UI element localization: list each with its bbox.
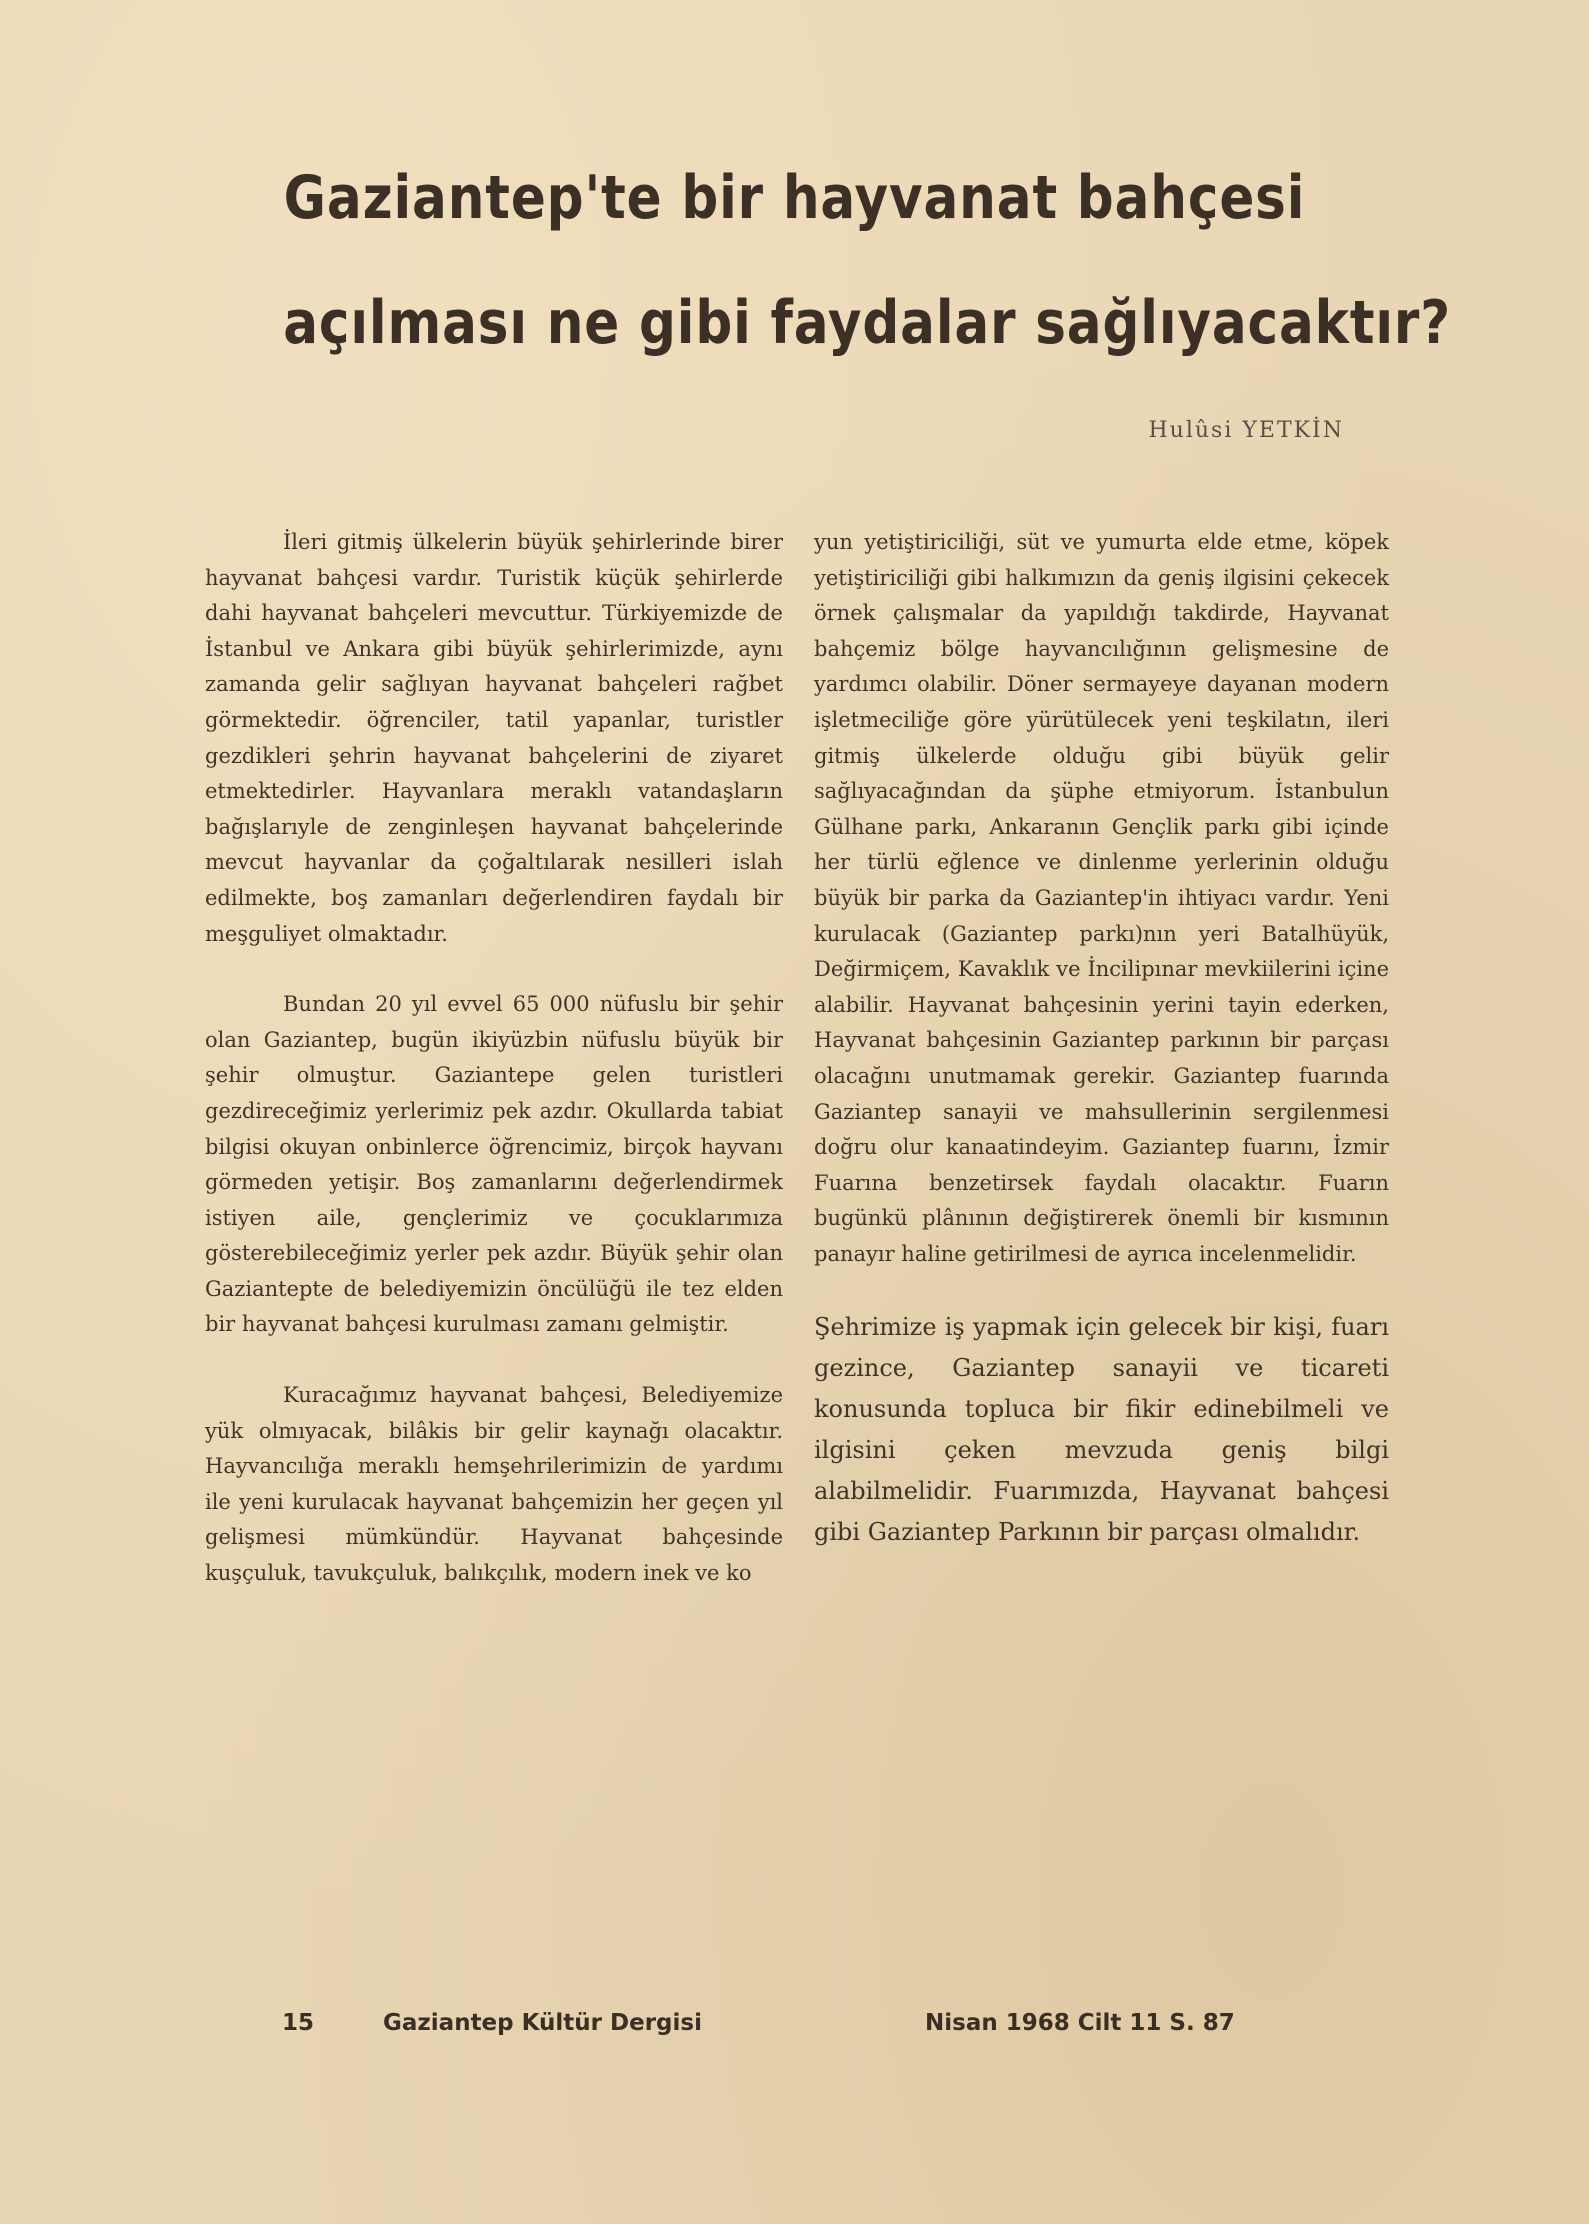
article-title-line-2: açılması ne gibi faydalar sağlıyacaktır?	[283, 288, 1452, 358]
paragraph-2: Bundan 20 yıl evvel 65 000 nüfuslu bir şehir olan Gaziantep, bugün ikiyüzbin nüfuslu büyük bir şehir olmuştur. Gaziantepe gelen turistleri gezdireceğimiz yerlerimiz pek azdır. Okullarda tabiat bilgisi okuyan onbinlerce öğrencimiz, birçok hayvanı görmeden yetişir. Boş zamanlarını değerlendirmek istiyen aile, gençlerimiz ve çocuklarımıza gösterebileceğimiz yerler pek azdır. Büyük şehir olan Gaziantepte de belediyemizin öncülüğü ile tez elden bir hayvanat bahçesi kurulması zamanı gelmiştir.	[205, 992, 783, 1337]
article-author: Hulûsi YETKİN	[1148, 418, 1344, 443]
paragraph-4: yun yetiştiriciliği, süt ve yumurta elde etme, köpek yetiştiriciliği gibi halkımızın da geniş ilgisini çekecek örnek çalışmalar da yapıldığı takdirde, Hayvanat bahçemiz bölge hayvancılığının gelişmesine de yardımcı olabilir. Döner sermayeye dayanan modern işletmeciliğe göre yürütülecek yeni teşkilatın, ileri gitmiş ülkelerde olduğu gibi büyük gelir sağlıyacağından da şüphe etmiyorum. İstanbulun Gülhane parkı, Ankaranın Gençlik parkı gibi içinde her türlü eğlence ve dinlenme yerlerinin olduğu büyük bir parka da Gaziantep'in ihtiyacı vardır. Yeni kurulacak (Gaziantep parkı)nın yeri Batalhüyük, Değirmiçem, Kavaklık ve İncilipınar mevkiilerini içine alabilir. Hayvanat bahçesinin yerini tayin ederken, Hayvanat bahçesinin Gaziantep parkının bir parçası olacağını unutmamak gerekir. Gaziantep fuarında Gaziantep sanayii ve mahsullerinin sergilenmesi doğru olur kanaatindeyim. Gaziantep fuarını, İzmir Fuarına benzetirsek faydalı olacaktır. Fuarın bugünkü plânının değiştirerek önemli bir kısmının panayır haline getirilmesi de ayrıca incelenmelidir.	[814, 530, 1389, 1266]
paragraph-5: Şehrimize iş yapmak için gelecek bir kişi, fuarı gezince, Gaziantep sanayii ve ticareti konusunda topluca bir fikir edinebilmeli ve ilgisini çeken mevzuda geniş bilgi alabilmelidir. Fuarımızda, Hayvanat bahçesi gibi Gaziantep Parkının bir parçası olmalıdır.	[814, 1313, 1389, 1547]
right-column	[814, 525, 1389, 1588]
left-column	[205, 525, 783, 1627]
issue-info: Nisan 1968 Cilt 11 S. 87	[925, 2010, 1235, 2036]
article-title-line-1: Gaziantep'te bir hayvanat bahçesi	[283, 163, 1306, 233]
paragraph-1: İleri gitmiş ülkelerin büyük şehirlerinde birer hayvanat bahçesi vardır. Turistik küçük şehirlerde dahi hayvanat bahçeleri mevcuttur. Türkiyemizde de İstanbul ve Ankara gibi büyük şehirlerimizde, aynı zamanda gelir sağlıyan hayvanat bahçeleri rağbet görmektedir. öğrenciler, tatil yapanlar, turistler gezdikleri şehrin hayvanat bahçelerini de ziyaret etmektedirler. Hayvanlara meraklı vatandaşların bağışlarıyle de zenginleşen hayvanat bahçelerinde mevcut hayvanlar da çoğaltılarak nesilleri islah edilmekte, boş zamanları değerlendiren faydalı bir meşguliyet olmaktadır.	[205, 530, 783, 946]
paragraph-3: Kuracağımız hayvanat bahçesi, Belediyemize yük olmıyacak, bilâkis bir gelir kaynağı olacaktır. Hayvancılığa meraklı hemşehrilerimizin de yardımı ile yeni kurulacak hayvanat bahçemizin her geçen yıl gelişmesi mümkündür. Hayvanat bahçesinde kuşçuluk, tavukçuluk, balıkçılık, modern inek ve ko	[205, 1383, 783, 1586]
page-number: 15	[282, 2010, 315, 2036]
magazine-name: Gaziantep Kültür Dergisi	[383, 2010, 702, 2036]
